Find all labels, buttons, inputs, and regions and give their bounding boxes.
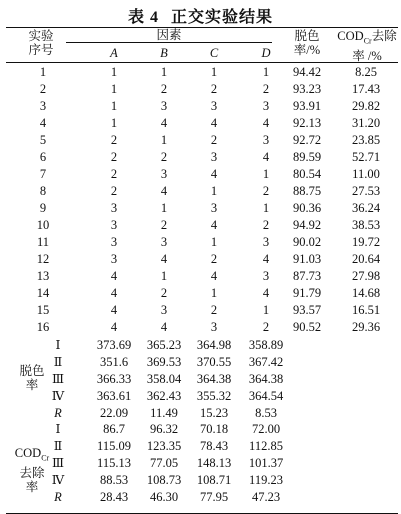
table-cell: 1 [210,65,218,79]
table-cell: 1 [262,65,270,79]
table-cell: 36.24 [351,201,381,215]
table-cell: 12 [36,252,50,266]
table-cell: 4 [110,320,118,334]
summary-value: 47.23 [251,490,281,504]
cod-summary-sub: Cr [41,453,50,463]
table-cell: 4 [262,286,270,300]
table-cell: 89.59 [292,150,322,164]
table-cell: 4 [160,320,168,334]
table-cell: 93.91 [292,99,322,113]
table-cell: 3 [210,320,218,334]
table-cell: 2 [262,218,270,232]
table-cell: 3 [160,235,168,249]
table-cell: 2 [160,218,168,232]
table-cell: 4 [110,303,118,317]
table-cell: 4 [210,167,218,181]
summary-value: 101.37 [248,456,284,470]
summary-index: Ⅲ [51,372,65,386]
table-cell: 31.20 [351,116,381,130]
table-cell: 4 [210,116,218,130]
summary-index: Ⅰ [55,422,61,436]
table-cell: 80.54 [292,167,322,181]
summary-value: 15.23 [199,406,229,420]
summary-value: 77.95 [199,490,229,504]
table-cell: 1 [160,201,168,215]
table-cell: 94.92 [292,218,322,232]
table-cell: 90.52 [292,320,322,334]
table-cell: 2 [210,133,218,147]
table-cell: 7 [39,167,47,181]
table-cell: 19.72 [351,235,381,249]
table-cell: 90.36 [292,201,322,215]
summary-value: 77.05 [149,456,179,470]
summary-value: 72.00 [251,422,281,436]
table-cell: 1 [210,235,218,249]
table-cell: 5 [39,133,47,147]
summary-value: 70.18 [199,422,229,436]
table-cell: 1 [39,65,47,79]
table-cell: 1 [210,286,218,300]
table-cell: 11.00 [352,167,380,181]
table-cell: 3 [110,201,118,215]
summary-value: 364.54 [248,389,284,403]
table-cell: 3 [160,303,168,317]
table-cell: 29.36 [351,320,381,334]
table-cell: 4 [110,269,118,283]
table-cell: 2 [262,184,270,198]
table-cell: 4 [160,252,168,266]
table-cell: 1 [110,82,118,96]
summary-value: 355.32 [196,389,232,403]
header-factor-c: C [209,46,219,60]
cod-label: COD [337,29,364,43]
table-cell: 9 [39,201,47,215]
table-cell: 94.42 [292,65,322,79]
table-cell: 3 [262,133,270,147]
table-cell: 2 [110,133,118,147]
header-factor-a: A [110,46,118,60]
table-cell: 11 [36,235,50,249]
table-cell: 91.03 [292,252,322,266]
table-cell: 2 [110,150,118,164]
summary-value: 365.23 [146,338,182,352]
summary-index: Ⅱ [53,439,63,453]
table-cell: 14 [36,286,50,300]
table-cell: 29.82 [351,99,381,113]
summary-value: 370.55 [196,355,232,369]
summary-value: 123.35 [146,439,182,453]
table-cell: 87.73 [292,269,322,283]
table-cell: 2 [39,82,47,96]
table-cell: 1 [210,184,218,198]
table-cell: 2 [210,303,218,317]
table-cell: 27.53 [351,184,381,198]
table-cell: 8.25 [355,65,377,79]
table-number: 表 4 [127,9,159,26]
summary-value: 115.13 [97,456,131,470]
summary-value: 351.6 [99,355,129,369]
table-cell: 4 [262,150,270,164]
table-cell: 4 [39,116,47,130]
summary-index: Ⅳ [51,389,65,403]
summary-value: 119.23 [249,473,283,487]
summary-value: 148.13 [196,456,232,470]
table-cell: 2 [110,184,118,198]
summary-value: 362.43 [146,389,182,403]
table-cell: 2 [160,286,168,300]
summary-value: 366.33 [96,372,132,386]
table-cell: 92.72 [292,133,322,147]
table-cell: 1 [262,303,270,317]
cod-subscript: Cr [363,36,372,46]
summary-value: 364.98 [196,338,232,352]
table-caption: 正交实验结果 [171,9,274,26]
table-cell: 52.71 [351,150,381,164]
table-cell: 4 [262,252,270,266]
summary-value: 11.49 [150,406,178,420]
table-cell: 38.53 [351,218,381,232]
table-cell: 1 [262,201,270,215]
summary-value: 115.09 [97,439,131,453]
table-cell: 3 [110,235,118,249]
table-cell: 16.51 [351,303,381,317]
summary-value: 46.30 [149,490,179,504]
table-cell: 2 [210,82,218,96]
table-cell: 2 [210,252,218,266]
summary-value: 108.73 [146,473,182,487]
cod-summary-rest: 去除 率 [19,465,45,494]
table-cell: 8 [39,184,47,198]
table-cell: 93.23 [292,82,322,96]
cod-rest: 去除 [371,29,397,43]
summary-index: R [54,406,62,420]
summary-index: Ⅳ [51,473,65,487]
summary-value: 78.43 [199,439,229,453]
cod-summary-main: COD [14,446,42,460]
table-cell: 13 [36,269,50,283]
table-cell: 4 [160,116,168,130]
table-cell: 91.79 [292,286,322,300]
table-cell: 1 [160,65,168,79]
table-cell: 3 [39,99,47,113]
table-cell: 90.02 [292,235,322,249]
table-cell: 3 [210,150,218,164]
summary-value: 96.32 [149,422,179,436]
summary-value: 28.43 [99,490,129,504]
table-cell: 2 [110,167,118,181]
cod-line2: 率 /% [352,48,382,63]
summary-index: R [54,490,62,504]
table-cell: 3 [262,99,270,113]
header-exp-no: 实验 序号 [28,29,54,57]
table-cell: 93.57 [292,303,322,317]
summary-value: 112.85 [249,439,283,453]
table-cell: 27.98 [351,269,381,283]
table-cell: 3 [160,99,168,113]
summary-value: 8.53 [255,406,277,420]
table-cell: 6 [39,150,47,164]
summary-value: 364.38 [196,372,232,386]
summary-value: 22.09 [99,406,129,420]
summary-value: 363.61 [96,389,132,403]
table-cell: 20.64 [351,252,381,266]
table-cell: 2 [262,320,270,334]
table-cell: 3 [262,269,270,283]
table-cell: 14.68 [351,286,381,300]
table-cell: 23.85 [351,133,381,147]
table-cell: 2 [262,82,270,96]
summary-value: 364.38 [248,372,284,386]
summary-value: 358.04 [146,372,182,386]
table-cell: 1 [160,269,168,283]
table-cell: 4 [210,269,218,283]
table-cell: 88.75 [292,184,322,198]
table-cell: 1 [262,167,270,181]
table-cell: 1 [160,133,168,147]
table-cell: 4 [160,184,168,198]
table-cell: 10 [36,218,50,232]
table-cell: 3 [160,167,168,181]
summary-value: 108.71 [196,473,232,487]
table-cell: 17.43 [351,82,381,96]
table-cell: 1 [110,116,118,130]
table-cell: 4 [262,116,270,130]
table-cell: 15 [36,303,50,317]
header-factors-group: 因素 [156,28,182,42]
factor-group-rule [66,42,272,43]
summary-value: 367.42 [248,355,284,369]
header-cod-removal [334,29,400,63]
summary-value: 86.7 [103,422,125,436]
summary-value: 358.89 [248,338,284,352]
summary-value: 373.69 [96,338,132,352]
table-cell: 92.13 [292,116,322,130]
table-cell: 3 [110,218,118,232]
table-cell: 2 [160,150,168,164]
table-cell: 1 [110,65,118,79]
table-cell: 1 [110,99,118,113]
decolor-summary-label: 脱色 率 [19,364,45,392]
header-factor-d: D [261,46,271,60]
table-cell: 3 [210,201,218,215]
table-cell: 3 [110,252,118,266]
header-decolor-rate: 脱色 率/% [293,29,321,57]
summary-index: Ⅱ [53,355,63,369]
summary-index: Ⅰ [55,338,61,352]
table-cell: 2 [160,82,168,96]
summary-value: 369.53 [146,355,182,369]
summary-value: 88.53 [99,473,129,487]
table-title [0,4,401,27]
table-cell: 4 [210,218,218,232]
table-cell: 3 [210,99,218,113]
header-factor-b: B [160,46,168,60]
table-cell: 4 [110,286,118,300]
table-cell: 3 [262,235,270,249]
table-cell: 16 [36,320,50,334]
summary-index: Ⅲ [51,456,65,470]
